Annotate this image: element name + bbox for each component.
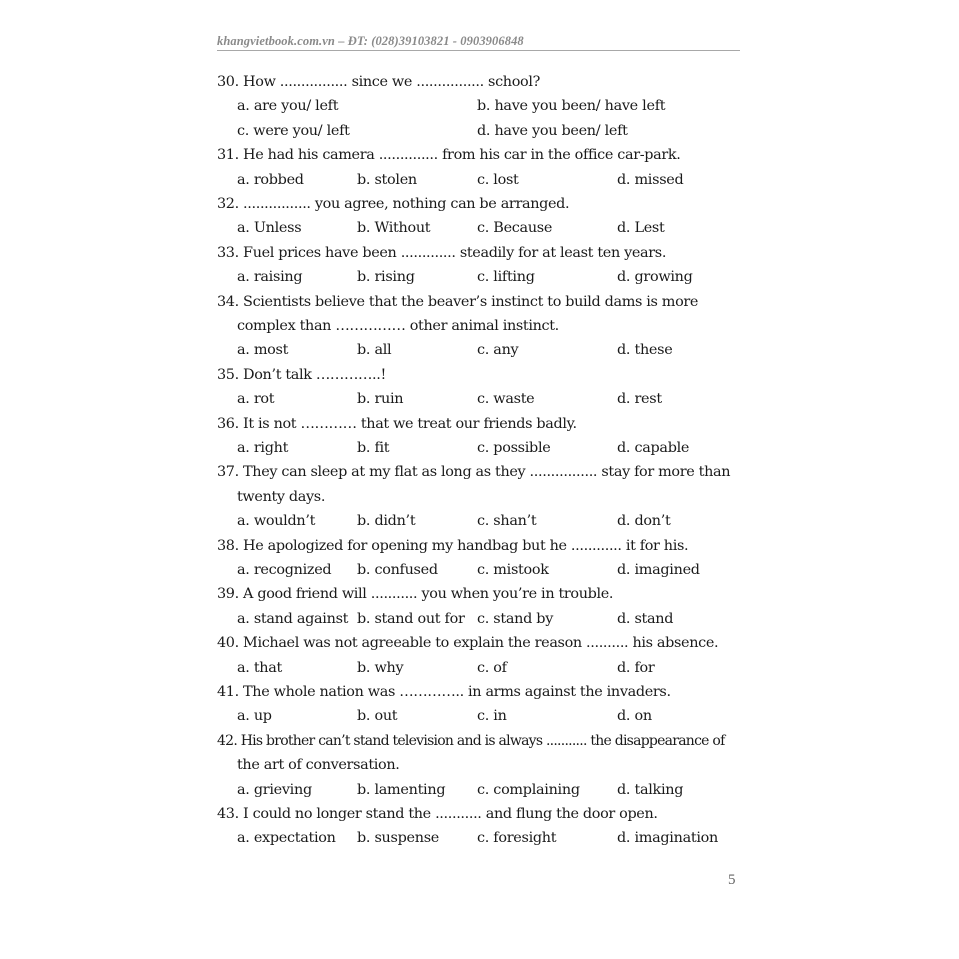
answer-option: c. lifting bbox=[477, 269, 535, 286]
answer-option: d. these bbox=[617, 342, 673, 359]
question-text: 40. Michael was not agreeable to explain the reason .......... his absence. bbox=[217, 635, 719, 652]
answer-option: d. stand bbox=[617, 610, 674, 627]
answer-option: b. lamenting bbox=[357, 781, 446, 798]
answer-options-row bbox=[217, 387, 757, 411]
answer-option: d. growing bbox=[617, 269, 693, 286]
answer-option: d. have you been/ left bbox=[477, 122, 628, 139]
question-list bbox=[217, 70, 757, 851]
answer-option: c. Because bbox=[477, 220, 553, 237]
question-text: 35. Don’t talk …………..! bbox=[217, 366, 386, 383]
answer-option: d. Lest bbox=[617, 220, 665, 237]
answer-option: a. wouldn’t bbox=[237, 513, 316, 530]
answer-option: a. are you/ left bbox=[237, 98, 339, 115]
question-item bbox=[217, 802, 757, 851]
question-item bbox=[217, 241, 757, 290]
question-item bbox=[217, 143, 757, 192]
answer-option: d. don’t bbox=[617, 513, 671, 530]
answer-option: a. grieving bbox=[237, 781, 312, 798]
answer-option: b. out bbox=[357, 708, 398, 725]
answer-option: b. all bbox=[357, 342, 392, 359]
question-item bbox=[217, 680, 757, 729]
answer-option: b. suspense bbox=[357, 830, 439, 847]
question-text: 38. He apologized for opening my handbag but he ............ it for his. bbox=[217, 537, 689, 554]
answer-option: c. possible bbox=[477, 439, 551, 456]
answer-options-row bbox=[217, 607, 757, 631]
answer-option: c. complaining bbox=[477, 781, 580, 798]
question-item bbox=[217, 582, 757, 631]
question-item bbox=[217, 192, 757, 241]
answer-options-row bbox=[217, 436, 757, 460]
answer-option: b. confused bbox=[357, 561, 438, 578]
question-item bbox=[217, 631, 757, 680]
question-item bbox=[217, 460, 757, 533]
question-item bbox=[217, 729, 757, 802]
answer-option: d. on bbox=[617, 708, 652, 725]
answer-options-row bbox=[217, 265, 757, 289]
question-text: 34. Scientists believe that the beaver’s instinct to build dams is more bbox=[217, 293, 699, 310]
answer-option: d. for bbox=[617, 659, 655, 676]
answer-option: d. imagination bbox=[617, 830, 718, 847]
answer-option: a. Unless bbox=[237, 220, 302, 237]
answer-options-row bbox=[217, 826, 757, 850]
answer-option: c. of bbox=[477, 659, 507, 676]
answer-options-row bbox=[217, 119, 757, 143]
answer-options-row bbox=[217, 168, 757, 192]
question-text: 32. ................ you agree, nothing can be arranged. bbox=[217, 195, 570, 212]
answer-option: c. any bbox=[477, 342, 519, 359]
answer-option: b. rising bbox=[357, 269, 415, 286]
answer-option: d. capable bbox=[617, 439, 690, 456]
question-text: 39. A good friend will ........... you when you’re in trouble. bbox=[217, 586, 614, 603]
answer-options-row bbox=[217, 338, 757, 362]
answer-option: a. most bbox=[237, 342, 289, 359]
question-text: 42. His brother can’t stand television and is always ........... the disappearance of bbox=[217, 732, 725, 749]
answer-option: b. have you been/ have left bbox=[477, 98, 666, 115]
question-item bbox=[217, 534, 757, 583]
question-item bbox=[217, 412, 757, 461]
answer-option: a. right bbox=[237, 439, 289, 456]
answer-options-row bbox=[217, 94, 757, 118]
answer-option: d. rest bbox=[617, 391, 662, 408]
question-text: 41. The whole nation was ………….. in arms against the invaders. bbox=[217, 683, 671, 700]
answer-options-row bbox=[217, 216, 757, 240]
answer-option: c. were you/ left bbox=[237, 122, 350, 139]
page-number: 5 bbox=[728, 872, 736, 888]
answer-options-row bbox=[217, 558, 757, 582]
answer-option: c. shan’t bbox=[477, 513, 537, 530]
question-item bbox=[217, 363, 757, 412]
answer-option: c. stand by bbox=[477, 610, 554, 627]
question-text: 33. Fuel prices have been ............. steadily for at least ten years. bbox=[217, 244, 667, 261]
answer-option: a. that bbox=[237, 659, 283, 676]
answer-option: b. why bbox=[357, 659, 404, 676]
answer-option: b. didn’t bbox=[357, 513, 416, 530]
answer-option: b. stand out for bbox=[357, 610, 465, 627]
question-text-continued: complex than …………… other animal instinct. bbox=[237, 317, 559, 334]
question-text-continued: the art of conversation. bbox=[237, 757, 400, 774]
answer-options-row bbox=[217, 656, 757, 680]
answer-option: a. stand against bbox=[237, 610, 349, 627]
answer-option: d. missed bbox=[617, 171, 684, 188]
answer-option: c. waste bbox=[477, 391, 535, 408]
question-item bbox=[217, 290, 757, 363]
answer-option: c. foresight bbox=[477, 830, 557, 847]
question-text-continued: twenty days. bbox=[237, 488, 326, 505]
answer-option: a. raising bbox=[237, 269, 303, 286]
answer-option: a. recognized bbox=[237, 561, 332, 578]
answer-option: b. fit bbox=[357, 439, 390, 456]
answer-option: c. in bbox=[477, 708, 507, 725]
answer-option: d. imagined bbox=[617, 561, 700, 578]
header-divider bbox=[217, 50, 740, 51]
question-item bbox=[217, 70, 757, 143]
answer-option: b. stolen bbox=[357, 171, 417, 188]
question-text: 43. I could no longer stand the ........... and flung the door open. bbox=[217, 805, 658, 822]
question-text: 37. They can sleep at my flat as long as they ................ stay for more than bbox=[217, 464, 731, 481]
question-text: 31. He had his camera .............. from his car in the office car-park. bbox=[217, 147, 681, 164]
answer-option: d. talking bbox=[617, 781, 684, 798]
answer-options-row bbox=[217, 778, 757, 802]
answer-option: a. up bbox=[237, 708, 272, 725]
answer-option: a. rot bbox=[237, 391, 275, 408]
answer-options-row bbox=[217, 704, 757, 728]
question-text: 36. It is not ………… that we treat our friends badly. bbox=[217, 415, 577, 432]
answer-option: b. Without bbox=[357, 220, 431, 237]
answer-option: a. expectation bbox=[237, 830, 336, 847]
answer-option: c. lost bbox=[477, 171, 519, 188]
answer-option: b. ruin bbox=[357, 391, 404, 408]
answer-options-row bbox=[217, 509, 757, 533]
answer-option: c. mistook bbox=[477, 561, 549, 578]
answer-option: a. robbed bbox=[237, 171, 304, 188]
page-header: khangvietbook.com.vn – ĐT: (028)39103821 - 0903906848 bbox=[217, 34, 524, 48]
question-text: 30. How ................ since we ................ school? bbox=[217, 74, 540, 90]
